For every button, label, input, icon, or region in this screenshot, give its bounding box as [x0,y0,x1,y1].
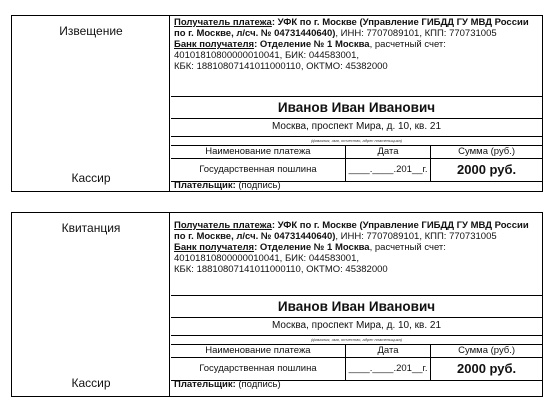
notice-payer-label: Плательщик: [174,180,236,191]
receipt-payment-table [171,344,542,381]
notice-kbk-line: КБК: 18810807141011000110, ОКТМО: 45382000 [174,61,388,72]
notice-payer-signature [174,180,281,191]
receipt-bank-label: Банк получателя [174,242,255,253]
notice-payment-table [171,145,542,182]
receipt-cashier-label: Кассир [71,376,111,390]
receipt-section [11,212,543,397]
notice-recipient-text: УФК по г. Москве (Управление ГИБДД ГУ МВД России по г. Москве, л/сч. № 04731440640) [174,17,529,39]
receipt-payer-signature [174,379,281,390]
notice-section [11,15,543,192]
receipt-payment-amount: 2000 руб. [431,358,542,381]
notice-recipient-line: Получатель платежа: УФК по г. Москве (Управление ГИБДД ГУ МВД России по г. Москве, л/сч. № 04731440640), ИНН: 7707089101, КПП: 770731005 [174,17,529,39]
notice-title: Извещение [59,24,123,38]
receipt-kbk-line: КБК: 18810807141011000110, ОКТМО: 45382000 [174,264,388,275]
notice-table-header [171,146,542,159]
notice-address-hint: (фамилия, имя, отчество, адрес плательщика) [171,137,542,146]
receipt-recipient-label: Получатель платежа [174,220,272,231]
notice-left-column [12,16,170,191]
notice-bank-tail: , расчетный счет: 40101810800000010041, БИК: 044583001, [174,39,446,61]
notice-right-column [171,16,542,191]
receipt-bank-tail: , расчетный счет: 40101810800000010041, БИК: 044583001, [174,242,446,264]
receipt-payer-address: Москва, проспект Мира, д. 10, кв. 21 [171,317,542,336]
notice-recipient-label: Получатель платежа [174,17,272,28]
receipt-col-date: Дата [345,345,430,358]
receipt-table-row [171,358,542,381]
receipt-recipient-text: УФК по г. Москве (Управление ГИБДД ГУ МВД России по г. Москве, л/сч. № 04731440640) [174,220,529,242]
receipt-recipient-line: Получатель платежа: УФК по г. Москве (Управление ГИБДД ГУ МВД России по г. Москве, л/сч. № 04731440640), ИНН: 7707089101, КПП: 770731005 [174,220,529,242]
notice-recipient-tail: , ИНН: 7707089101, КПП: 770731005 [335,28,497,39]
receipt-col-sum: Сумма (руб.) [431,345,542,358]
notice-col-name: Наименование платежа [171,146,345,159]
receipt-recipient-tail: , ИНН: 7707089101, КПП: 770731005 [335,231,497,242]
notice-col-date: Дата [345,146,430,159]
receipt-payment-date: ____.____.201__г. [345,358,430,381]
notice-payment-date: ____.____.201__г. [345,159,430,182]
notice-payment-name: Государственная пошлина [171,159,345,182]
receipt-recipient-info [171,220,542,275]
notice-recipient-info [171,17,542,72]
receipt-title: Квитанция [61,221,121,235]
notice-payer-name: Иванов Иван Иванович [171,96,542,119]
receipt-payment-name: Государственная пошлина [171,358,345,381]
notice-payment-amount: 2000 руб. [431,159,542,182]
receipt-table-header [171,345,542,358]
receipt-payer-name: Иванов Иван Иванович [171,295,542,318]
receipt-bank-line: Банк получателя: Отделение № 1 Москва, расчетный счет: 40101810800000010041, БИК: 044583001, [174,242,446,264]
receipt-bank-text: Отделение № 1 Москва [259,242,370,253]
receipt-payer-sign: (подпись) [238,379,281,390]
receipt-col-name: Наименование платежа [171,345,345,358]
notice-payer-address: Москва, проспект Мира, д. 10, кв. 21 [171,118,542,137]
notice-bank-line: Банк получателя: Отделение № 1 Москва, расчетный счет: 40101810800000010041, БИК: 044583001, [174,39,446,61]
notice-bank-label: Банк получателя [174,39,255,50]
receipt-left-column [12,213,170,396]
notice-payer-sign: (подпись) [238,180,281,191]
receipt-right-column [171,213,542,396]
notice-bank-text: Отделение № 1 Москва [259,39,370,50]
notice-cashier-label: Кассир [71,171,111,185]
notice-col-sum: Сумма (руб.) [431,146,542,159]
notice-table-row [171,159,542,182]
receipt-address-hint: (фамилия, имя, отчество, адрес плательщика) [171,336,542,345]
receipt-payer-label: Плательщик: [174,379,236,390]
